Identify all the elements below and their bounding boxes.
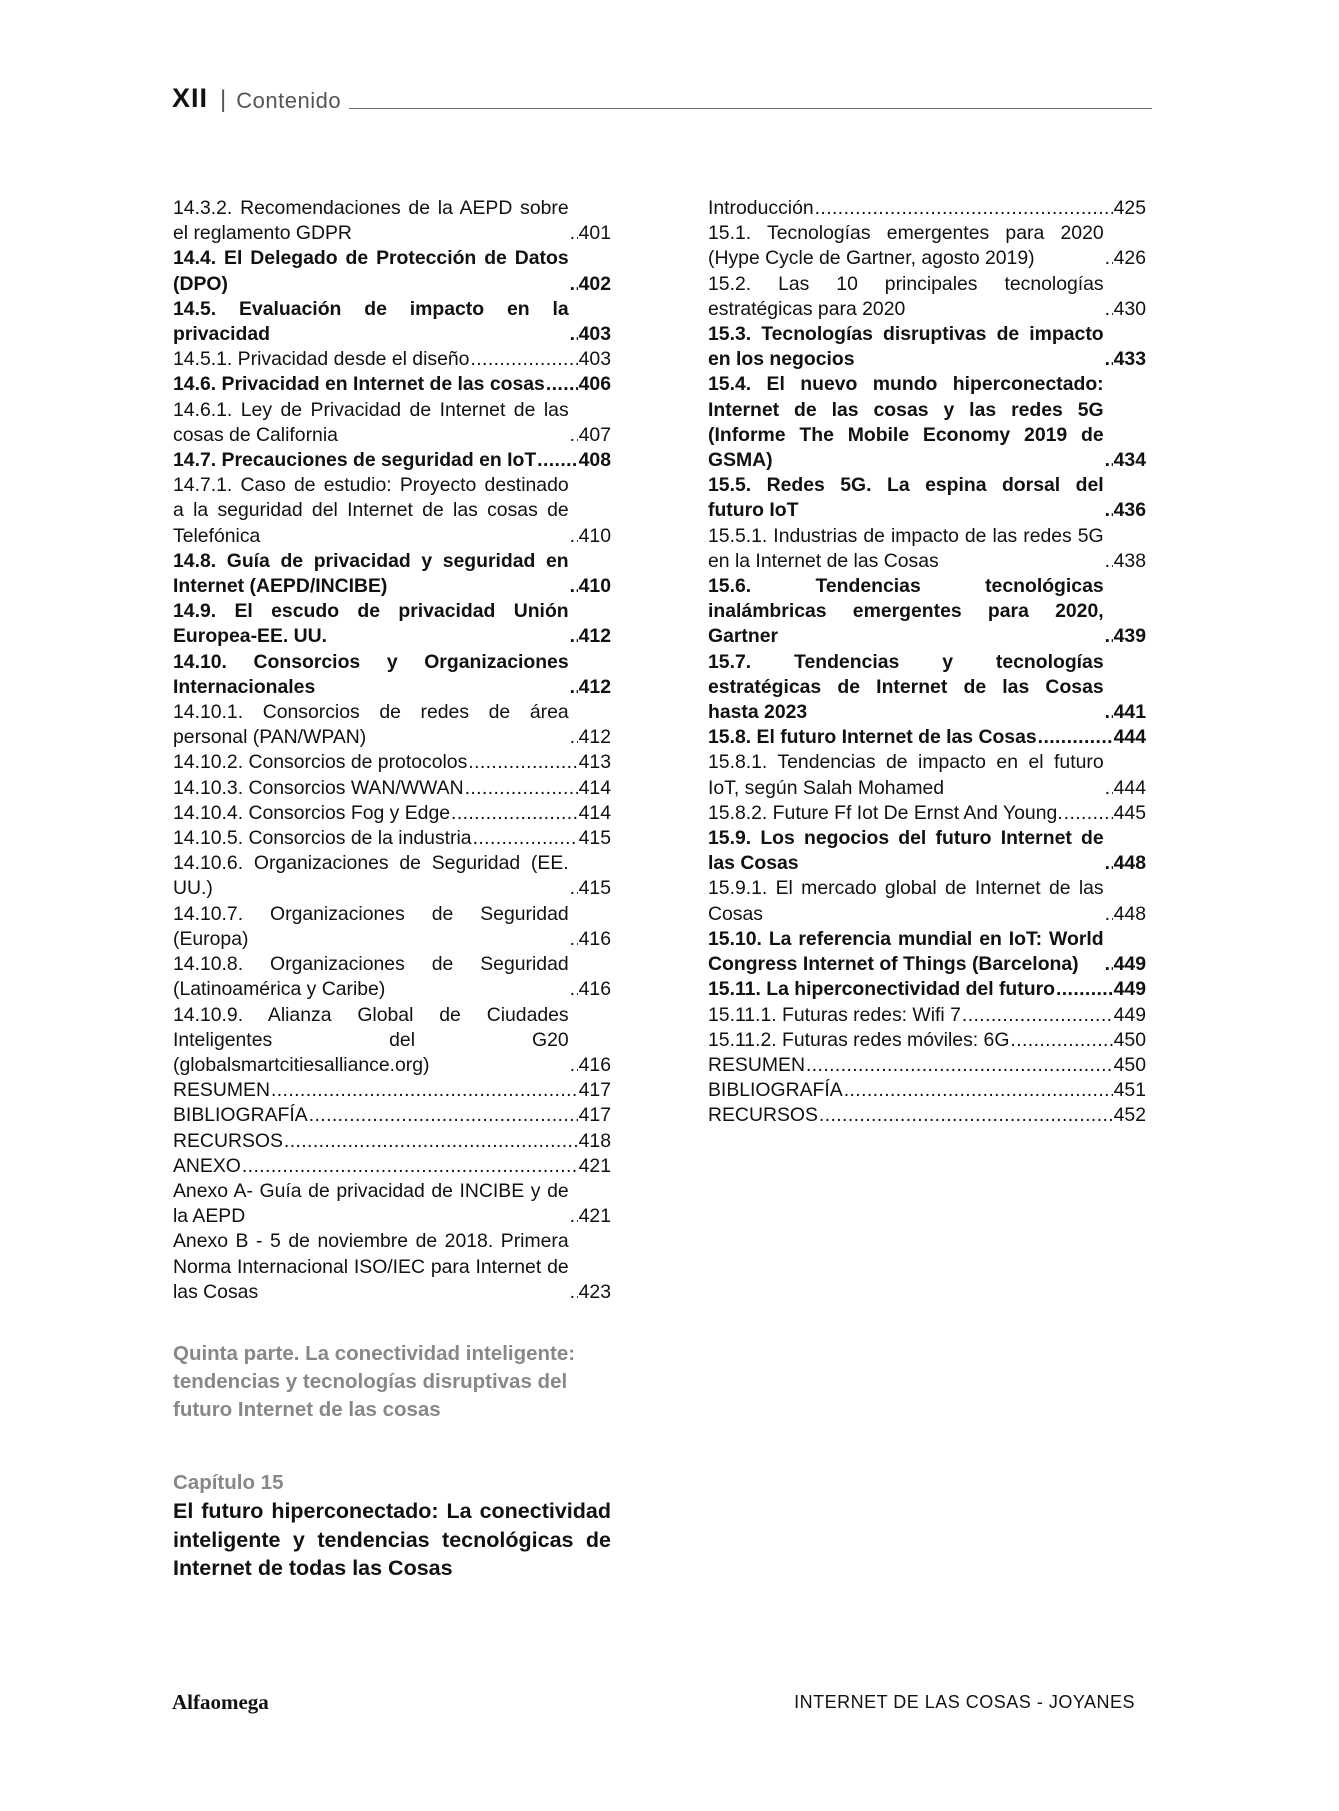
toc-entry-title: 15.7. Tendencias y tecnologías estratégicas de Internet de las Cosas hasta 2023: [708, 650, 1104, 724]
toc-entry-page: 403: [578, 323, 611, 346]
toc-entry[interactable]: [173, 1003, 611, 1079]
toc-entry-title: 14.7. Precauciones de seguridad en IoT: [173, 449, 537, 472]
toc-entry[interactable]: [173, 902, 611, 952]
dot-leader: [570, 675, 578, 700]
dot-leader: [242, 1154, 578, 1179]
dot-leader: [1010, 1028, 1112, 1053]
toc-entry-title: 15.11.1. Futuras redes: Wifi 7: [708, 1003, 961, 1026]
footer-publisher: Alfaomega: [172, 1690, 269, 1714]
dot-leader: [570, 927, 578, 952]
toc-entry[interactable]: [708, 927, 1146, 977]
toc-entry-page: 416: [578, 927, 611, 950]
toc-entry-title: 14.10.3. Consorcios WAN/WWAN: [173, 776, 464, 799]
toc-entry[interactable]: [173, 1103, 611, 1128]
toc-entry-title: 15.9.1. El mercado global de Internet de las Cosas: [708, 877, 1104, 925]
toc-entry-page: 417: [578, 1104, 611, 1127]
dot-leader: [465, 776, 578, 801]
dot-leader: [473, 826, 578, 851]
toc-entry[interactable]: [173, 246, 611, 296]
toc-entry-title: 14.9. El escudo de privacidad Unión Europea-EE. UU.: [173, 600, 569, 648]
toc-entry-page: 433: [1113, 348, 1146, 371]
dot-leader: [1105, 902, 1113, 927]
toc-entry-title: 15.5. Redes 5G. La espina dorsal del futuro IoT: [708, 474, 1104, 522]
dot-leader: [806, 1053, 1113, 1078]
toc-entry[interactable]: [173, 372, 611, 397]
toc-entry-title: 14.5.1. Privacidad desde el diseño: [173, 348, 470, 371]
dot-leader: [844, 1078, 1113, 1103]
running-header: [172, 82, 1152, 112]
toc-entry-page: 410: [578, 575, 611, 598]
toc-entry-title: 14.4. El Delegado de Protección de Datos (DPO): [173, 247, 569, 295]
toc-entry-title: Anexo A- Guía de privacidad de INCIBE y de la AEPD: [173, 1179, 569, 1228]
toc-left-column: [173, 196, 611, 1305]
page-number-roman: XII: [172, 83, 209, 113]
toc-entry-page: 444: [1113, 726, 1146, 749]
dot-leader: [1105, 851, 1113, 876]
header-separator: |: [220, 86, 227, 113]
toc-entry-page: 449: [1113, 978, 1146, 1001]
toc-right-column: [708, 196, 1146, 1129]
toc-entry-page: 413: [578, 751, 611, 774]
toc-entry[interactable]: [173, 1229, 611, 1305]
toc-entry-page: 412: [578, 675, 611, 698]
toc-entry-page: 445: [1113, 801, 1146, 824]
toc-entry-page: 425: [1113, 197, 1146, 219]
toc-entry-title: BIBLIOGRAFÍA: [173, 1104, 308, 1127]
toc-entry-title: RESUMEN: [708, 1053, 805, 1076]
footer-book-title: INTERNET DE LAS COSAS - JOYANES: [794, 1692, 1135, 1712]
toc-entry-title: 14.10.2. Consorcios de protocolos: [173, 751, 468, 774]
dot-leader: [1105, 952, 1113, 977]
dot-leader: [451, 801, 578, 826]
toc-entry[interactable]: [173, 826, 611, 851]
toc-entry[interactable]: [708, 221, 1146, 271]
toc-entry[interactable]: [173, 196, 611, 246]
toc-entry-title: 15.11.2. Futuras redes móviles: 6G: [708, 1028, 1010, 1051]
toc-entry-page: 410: [578, 524, 611, 547]
dot-leader: [570, 574, 578, 599]
toc-entry-page: 403: [578, 348, 611, 371]
toc-entry-title: BIBLIOGRAFÍA: [708, 1079, 843, 1102]
dot-leader: [1038, 725, 1113, 750]
toc-entry[interactable]: [173, 599, 611, 649]
toc-entry-title: 14.10.6. Organizaciones de Seguridad (EE. UU.): [173, 852, 569, 900]
dot-leader: [819, 1103, 1113, 1128]
toc-entry[interactable]: [173, 347, 611, 372]
toc-entry[interactable]: [173, 952, 611, 1002]
toc-entry-title: 15.5.1. Industrias de impacto de las redes 5G en la Internet de las Cosas: [708, 524, 1104, 572]
toc-entry-page: 448: [1113, 902, 1146, 925]
toc-entry-page: 451: [1113, 1079, 1146, 1102]
dot-leader: [1105, 448, 1113, 473]
toc-entry-title: 14.10.8. Organizaciones de Seguridad (Latinoamérica y Caribe): [173, 953, 569, 1001]
toc-entry-page: 402: [578, 272, 611, 295]
toc-entry-title: 15.4. El nuevo mundo hiperconectado: Internet de las cosas y las redes 5G (Informe The Mobile Economy 2019 de GSMA): [708, 373, 1104, 472]
toc-entry[interactable]: [708, 801, 1146, 826]
dot-leader: [570, 423, 578, 448]
toc-entry[interactable]: [708, 1028, 1146, 1053]
toc-entry-title: Anexo B - 5 de noviembre de 2018. Primera Norma Internacional ISO/IEC para Internet de las Cosas: [173, 1230, 569, 1303]
toc-entry[interactable]: [708, 196, 1146, 221]
toc-entry[interactable]: [708, 977, 1146, 1002]
toc-entry[interactable]: [173, 750, 611, 775]
toc-entry[interactable]: [708, 272, 1146, 322]
toc-entry-page: 452: [1113, 1104, 1146, 1127]
toc-entry[interactable]: [708, 1003, 1146, 1028]
toc-entry-title: 15.8.2. Future Ff Iot De Ernst And Young.: [708, 801, 1063, 824]
dot-leader: [570, 322, 578, 347]
toc-entry-title: ANEXO: [173, 1154, 241, 1177]
toc-entry-page: 421: [578, 1205, 611, 1228]
toc-entry-title: Introducción: [708, 197, 814, 219]
dot-leader: [1105, 246, 1113, 271]
toc-entry-page: 415: [578, 877, 611, 900]
dot-leader: [1105, 776, 1113, 801]
dot-leader: [537, 448, 577, 473]
toc-entry-page: 450: [1113, 1028, 1146, 1051]
toc-entry-title: 14.3.2. Recomendaciones de la AEPD sobre el reglamento GDPR: [173, 197, 569, 245]
toc-entry[interactable]: [708, 322, 1146, 372]
toc-entry-page: 418: [578, 1129, 611, 1152]
toc-entry-title: RESUMEN: [173, 1079, 270, 1102]
toc-entry-title: 15.8. El futuro Internet de las Cosas: [708, 726, 1037, 749]
dot-leader: [815, 196, 1113, 221]
toc-entry-title: RECURSOS: [173, 1129, 283, 1152]
dot-leader: [1105, 700, 1113, 725]
toc-entry[interactable]: [708, 372, 1146, 473]
toc-entry-title: 15.9. Los negocios del futuro Internet de las Cosas: [708, 827, 1104, 875]
toc-entry[interactable]: [173, 448, 611, 473]
toc-entry-title: 14.10. Consorcios y Organizaciones Internacionales: [173, 650, 569, 698]
toc-entry-page: 426: [1113, 247, 1146, 270]
dot-leader: [570, 1053, 578, 1078]
dot-leader: [570, 977, 578, 1002]
toc-entry[interactable]: [708, 473, 1146, 523]
toc-entry-page: 408: [578, 449, 611, 472]
toc-entry[interactable]: [708, 826, 1146, 876]
toc-entry-title: 14.6. Privacidad en Internet de las cosas: [173, 373, 545, 396]
toc-entry-page: 415: [578, 827, 611, 850]
toc-entry-page: 449: [1113, 1003, 1146, 1026]
toc-entry[interactable]: [173, 700, 611, 750]
dot-leader: [309, 1103, 578, 1128]
toc-entry-page: 412: [578, 726, 611, 749]
toc-entry[interactable]: [708, 876, 1146, 926]
toc-entry[interactable]: [708, 1053, 1146, 1078]
dot-leader: [1105, 347, 1113, 372]
toc-entry-title: 15.11. La hiperconectividad del futuro: [708, 978, 1055, 1001]
toc-entry[interactable]: [708, 574, 1146, 650]
toc-entry-title: 15.1. Tecnologías emergentes para 2020 (Hype Cycle de Gartner, agosto 2019): [708, 222, 1104, 270]
toc-entry[interactable]: [173, 1078, 611, 1103]
toc-entry-title: 14.10.9. Alianza Global de Ciudades Inteligentes del G20 (globalsmartcitiesalliance.org): [173, 1003, 569, 1076]
toc-entry-page: 423: [578, 1280, 611, 1303]
dot-leader: [570, 272, 578, 297]
chapter-title: El futuro hiperconectado: La conectividad inteligente y tendencias tecnológicas de Internet de todas las Cosas: [173, 1499, 611, 1580]
toc-entry[interactable]: [173, 851, 611, 901]
toc-entry-page: 407: [578, 423, 611, 446]
toc-entry-title: 15.3. Tecnologías disruptivas de impacto en los negocios: [708, 323, 1104, 371]
dot-leader: [546, 372, 578, 397]
toc-entry-title: 15.10. La referencia mundial en IoT: World Congress Internet of Things (Barcelona): [708, 927, 1104, 976]
toc-entry-page: 401: [578, 222, 611, 245]
dot-leader: [1056, 977, 1113, 1002]
toc-entry-page: 439: [1113, 625, 1146, 648]
toc-entry-title: 14.8. Guía de privacidad y seguridad en Internet (AEPD/INCIBE): [173, 549, 569, 598]
header-section-title: Contenido: [236, 88, 342, 113]
toc-entry-page: 448: [1113, 852, 1146, 875]
dot-leader: [1064, 801, 1113, 826]
dot-leader: [271, 1078, 578, 1103]
toc-entry-page: 449: [1113, 953, 1146, 976]
toc-entry-page: 430: [1113, 297, 1146, 320]
toc-entry[interactable]: [708, 1078, 1146, 1103]
toc-entry[interactable]: [173, 1179, 611, 1229]
dot-leader: [1105, 624, 1113, 649]
toc-entry[interactable]: [173, 549, 611, 599]
toc-entry-page: 436: [1113, 499, 1146, 522]
dot-leader: [570, 725, 578, 750]
toc-entry-title: 15.2. Las 10 principales tecnologías estratégicas para 2020: [708, 272, 1104, 320]
part-title: Quinta parte. La conectividad inteligente: tendencias y tecnologías disruptivas del futuro Internet de las cosas: [173, 1342, 576, 1421]
dot-leader: [570, 1280, 578, 1305]
toc-entry-page: 441: [1113, 701, 1146, 724]
toc-entry-page: 450: [1113, 1053, 1146, 1076]
toc-entry-page: 406: [578, 373, 611, 396]
dot-leader: [570, 524, 578, 549]
toc-entry[interactable]: [708, 750, 1146, 800]
toc-entry-title: 14.5. Evaluación de impacto en la privacidad: [173, 297, 569, 346]
toc-entry-page: 416: [578, 978, 611, 1001]
dot-leader: [962, 1003, 1113, 1028]
toc-entry-title: 14.10.7. Organizaciones de Seguridad (Europa): [173, 902, 569, 950]
toc-entry-title: 15.8.1. Tendencias de impacto en el futuro IoT, según Salah Mohamed: [708, 751, 1104, 799]
toc-entry-page: 416: [578, 1053, 611, 1076]
dot-leader: [570, 1204, 578, 1229]
toc-entry[interactable]: [708, 1103, 1146, 1128]
toc-entry-page: 414: [578, 801, 611, 824]
dot-leader: [1105, 498, 1113, 523]
toc-entry-page: 438: [1113, 549, 1146, 572]
toc-entry-title: 14.10.5. Consorcios de la industria: [173, 827, 472, 850]
toc-entry-title: 14.10.1. Consorcios de redes de área personal (PAN/WPAN): [173, 701, 569, 749]
toc-entry[interactable]: [173, 398, 611, 448]
toc-entry-page: 421: [578, 1154, 611, 1177]
toc-entry-page: 417: [578, 1079, 611, 1102]
toc-entry[interactable]: [708, 725, 1146, 750]
dot-leader: [1105, 297, 1113, 322]
toc-entry[interactable]: [173, 776, 611, 801]
toc-entry-title: 15.6. Tendencias tecnológicas inalámbricas emergentes para 2020, Gartner: [708, 575, 1104, 648]
dot-leader: [570, 624, 578, 649]
dot-leader: [1105, 549, 1113, 574]
toc-entry-page: 434: [1113, 449, 1146, 472]
toc-entry[interactable]: [173, 801, 611, 826]
toc-entry-title: 14.6.1. Ley de Privacidad de Internet de las cosas de California: [173, 398, 569, 446]
toc-entry[interactable]: [708, 650, 1146, 726]
toc-entry-title: 14.10.4. Consorcios Fog y Edge: [173, 801, 451, 824]
header-rule: [349, 108, 1152, 109]
toc-entry[interactable]: [708, 524, 1146, 574]
dot-leader: [570, 221, 578, 246]
toc-entry[interactable]: [173, 297, 611, 347]
dot-leader: [468, 750, 577, 775]
toc-entry-title: 14.7.1. Caso de estudio: Proyecto destinado a la seguridad del Internet de las cosas de Telefónica: [173, 474, 569, 547]
toc-entry[interactable]: [173, 650, 611, 700]
chapter-label: Capítulo 15: [173, 1471, 284, 1494]
dot-leader: [570, 876, 578, 901]
toc-entry[interactable]: [173, 473, 611, 549]
toc-entry[interactable]: [173, 1129, 611, 1154]
dot-leader: [470, 347, 577, 372]
dot-leader: [284, 1129, 578, 1154]
toc-entry-title: RECURSOS: [708, 1104, 818, 1127]
toc-entry-page: 414: [578, 776, 611, 799]
toc-entry-page: 444: [1113, 776, 1146, 799]
toc-entry-page: 412: [578, 625, 611, 648]
toc-entry[interactable]: [173, 1154, 611, 1179]
